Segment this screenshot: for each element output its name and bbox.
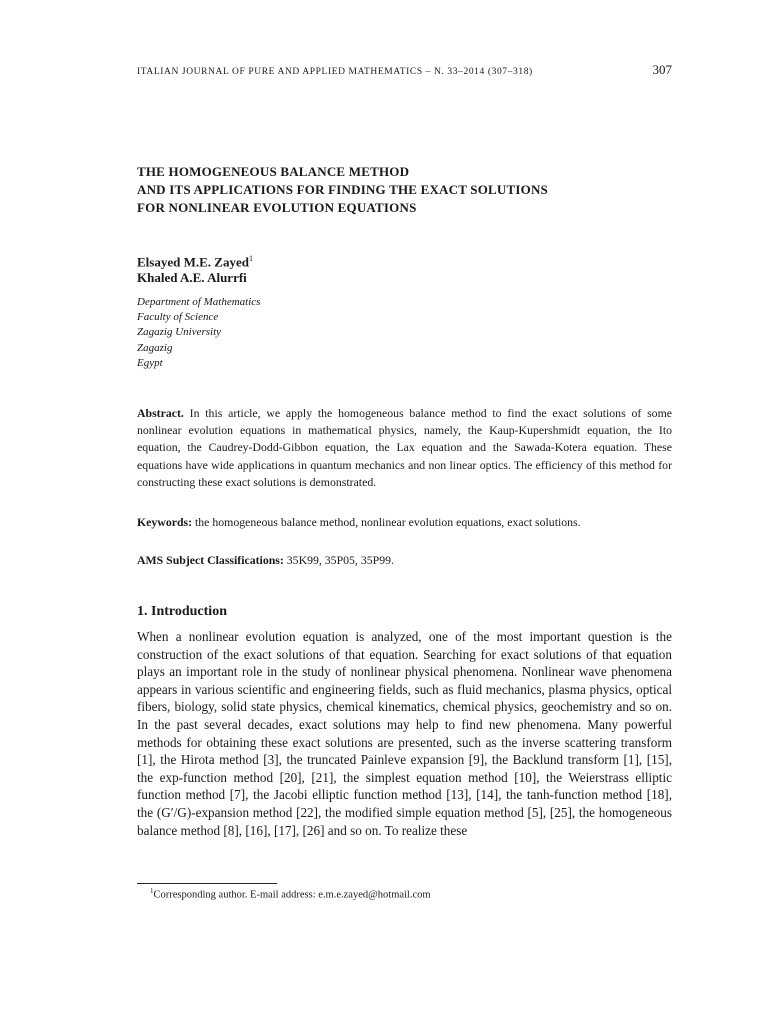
affiliation-line: Zagazig University bbox=[137, 326, 222, 339]
author-2 bbox=[137, 270, 253, 286]
affiliation-line: Faculty of Science bbox=[137, 311, 219, 324]
affiliation-line: Zagazig bbox=[137, 341, 173, 354]
journal-header: ITALIAN JOURNAL OF PURE AND APPLIED MATHEMATICS – N. 33–2014 (307–318) bbox=[137, 67, 533, 77]
running-head bbox=[137, 62, 672, 78]
ams-label: AMS Subject Classifications: bbox=[137, 553, 284, 567]
footnote-mark: 1 bbox=[248, 254, 253, 263]
title-line: THE HOMOGENEOUS BALANCE METHOD bbox=[137, 164, 410, 179]
abstract bbox=[137, 405, 672, 491]
footnote-mark: 1 bbox=[150, 887, 154, 895]
author-name: Khaled A.E. Alurrfi bbox=[137, 270, 247, 286]
affiliation-line: Department of Mathematics bbox=[137, 296, 261, 308]
author-name: Elsayed M.E. Zayed bbox=[137, 254, 249, 270]
title-line: AND ITS APPLICATIONS FOR FINDING THE EXACT SOLUTIONS bbox=[137, 182, 548, 197]
page-number: 307 bbox=[652, 62, 672, 77]
affiliation bbox=[137, 295, 260, 371]
section-heading: 1. Introduction bbox=[137, 604, 227, 619]
abstract-text: In this article, we apply the homogeneous balance method to find the exact solutions of some nonlinear evolution equations in mathematical physics, namely, the Kaup-Kupershmidt equation, the Ito equation, the Caudrey-Dodd-Gibbon equation, the Lax equation and the Sawada-Kotera equation. These equations have wide applications in quantum mechanics and non linear optics. The efficiency of this method for constructing these exact solutions is demonstrated. bbox=[137, 406, 672, 489]
affiliation-line: Egypt bbox=[137, 356, 163, 369]
keywords-text: the homogeneous balance method, nonlinear evolution equations, exact solutions. bbox=[195, 515, 581, 529]
abstract-label: Abstract. bbox=[137, 406, 184, 420]
footnote bbox=[150, 887, 431, 901]
title-line: FOR NONLINEAR EVOLUTION EQUATIONS bbox=[137, 200, 417, 215]
ams-classification bbox=[137, 552, 672, 569]
paper-title bbox=[137, 163, 682, 217]
ams-text: 35K99, 35P05, 35P99. bbox=[286, 553, 394, 567]
footnote-rule bbox=[137, 883, 277, 884]
author-1 bbox=[137, 251, 253, 270]
introduction-body: When a nonlinear evolution equation is analyzed, one of the most important question is the construction of the exact solutions of that equation. Searching for exact solutions of that equation plays an important role in the study of nonlinear physical phenomena. Nonlinear wave phenomena appears in various scientific and engineering fields, such as fluid mechanics, plasma physics, optical fibers, biology, solid state physics, chemical kinematics, chemical physics, geochemistry and so on. In the past several decades, exact solutions may help to find new phenomena. Many powerful methods for obtaining these exact solutions are presented, such as the inverse scattering transform [1], the Hirota method [3], the truncated Painleve expansion [9], the Backlund transform [1], [15], the exp-function method [20], [21], the simplest equation method [10], the Weierstrass elliptic function method [7], the Jacobi elliptic function method [13], [14], the tanh-function method [18], the (G′/G)-expansion method [22], the modified simple equation method [5], [25], the homogeneous balance method [8], [16], [17], [26] and so on. To realize these bbox=[137, 629, 672, 838]
keywords-label: Keywords: bbox=[137, 515, 193, 529]
author-list bbox=[137, 251, 253, 286]
keywords bbox=[137, 514, 672, 531]
footnote-text: Corresponding author. E-mail address: e.m.e.zayed@hotmail.com bbox=[153, 889, 431, 901]
